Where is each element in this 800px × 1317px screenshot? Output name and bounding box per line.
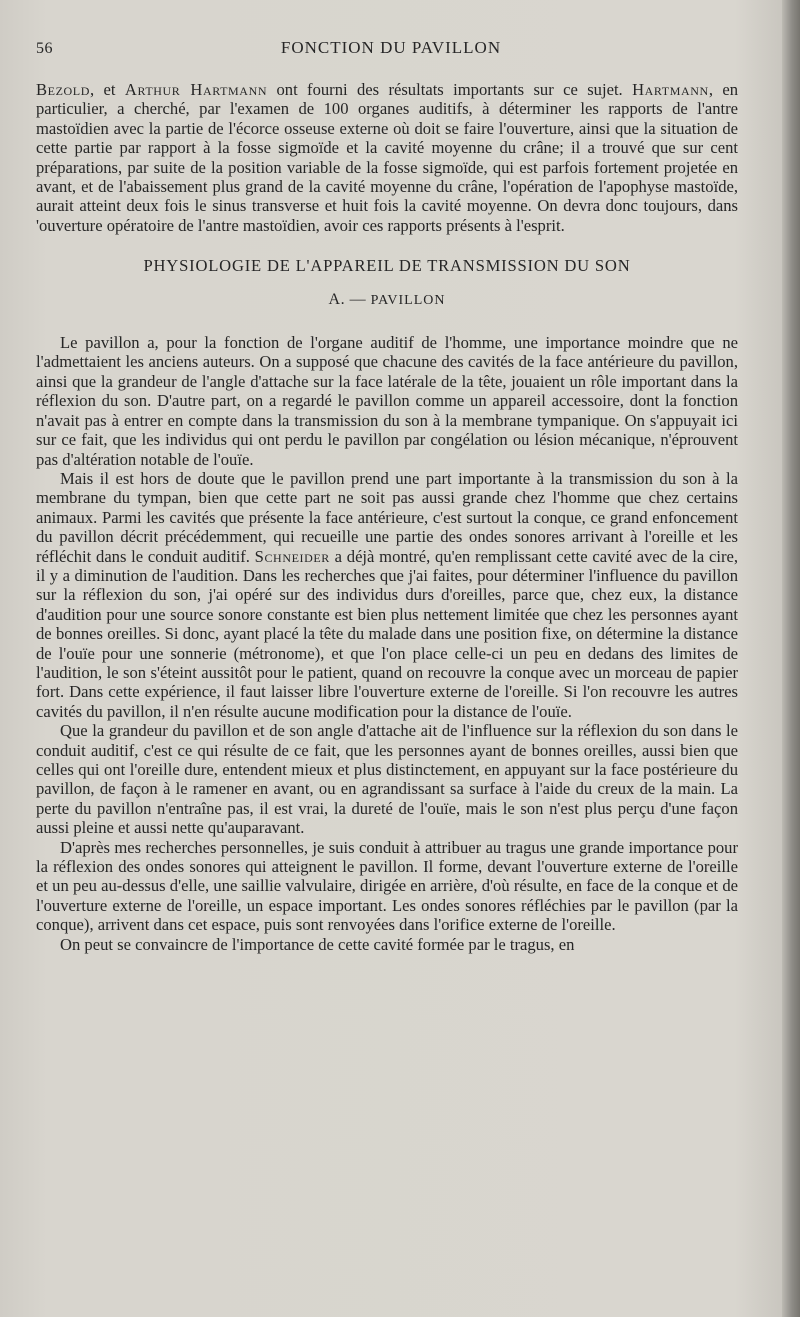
paragraph: On peut se convaincre de l'importance de cette cavité formée par le tragus, en (60, 934, 575, 954)
running-title: FONCTION DU PAVILLON (280, 38, 502, 57)
subsection-name: PAVILLON (370, 292, 446, 308)
body-text (36, 80, 738, 954)
section-title: PHYSIOLOGIE DE L'APPAREIL DE TRANSMISSION DU SON (143, 256, 631, 276)
text-run: , en particulier, a cherché, par l'examen de 100 organes auditifs, à déterminer les rapports de l'antre mastoïdien avec la partie de l'écorce osseuse externe où doit se faire l'ouverture, ainsi que la situation de cette partie par rapport à la fosse sigmoïde et la cavité moyenne du crâne; il a trouvé que sur cent préparations, par suite de la position variable de la fosse sigmoïde, qui est parfois fortement projetée en avant, et de l'abaissement plus grand de la cavité moyenne du crâne, l'opération de l'apophyse mastoïde, aurait atteint deux fois le sinus transverse et huit fois la cavité moyenne. On devra donc toujours, dans 'ouverture opératoire de l'antre mastoïdien, avoir ces rapports présents à l'esprit. (36, 80, 738, 235)
author-name: Arthur Hartmann (124, 80, 268, 99)
page-edge (782, 0, 800, 1317)
author-name: Bezold (36, 80, 90, 99)
text-run: , et (90, 80, 125, 99)
paragraph (36, 469, 738, 721)
paragraph: Le pavillon a, pour la fonction de l'organe auditif de l'homme, une importance moindre que ne l'admettaient les anciens auteurs. On a supposé que chacune des cavités de la face antérieure du pavillon, ainsi que la grandeur de l'angle d'attache sur la face latérale de la tête, jouaient un rôle important dans la réflexion du son. D'autre part, on a regardé le pavillon comme un appareil accessoire, dont la fonction n'avait pas à entrer en compte dans la transmission du son à la membrane tympanique. On s'appuyait ici sur ce fait, que les individus qui ont perdu le pavillon par congélation ou lésion mécanique, n'éprouvent pas d'altération notable de l'ouïe. (36, 333, 738, 469)
paragraph: D'après mes recherches personnelles, je suis conduit à attribuer au tragus une grande importance pour la réflexion des ondes sonores qui atteignent le pavillon. Il forme, devant l'ouverture externe de l'oreille et un peu au-dessus d'elle, une saillie valvulaire, dirigée en arrière, d'où résulte, en face de la conque et de l'ouverture externe de l'oreille, un espace important. Les ondes sonores réfléchies par le pavillon (par la conque), arrivent dans cet espace, puis sont renvoyées dans l'orifice externe de l'oreille. (36, 837, 738, 935)
text-run: a déjà montré, qu'en remplissant cette cavité avec de la cire, il y a diminution de l'audition. Dans les recherches que j'ai faites, pour déterminer l'influence du pavillon sur la réflexion du son, j'ai opéré sur des individus durs d'oreilles, parce que, chez eux, la distance d'audition pour une source sonore constante est bien plus nettement limitée que chez les personnes ayant de bonnes oreilles. Si donc, ayant placé la tête du malade dans une position fixe, on détermine la distance de l'ouïe pour une sonnerie (métronome), et que l'on place celle-ci un peu en dedans des limites de l'audition, le son s'éteint aussitôt pour le patient, quand on recouvre la conque avec un morceau de papier fort. Dans cette expérience, il faut laisser libre l'ouverture externe de l'oreille. Si l'on recouvre les autres cavités du pavillon, il n'en résulte aucune modification pour la distance de l'ouïe. (36, 546, 738, 721)
subsection-title (36, 290, 738, 310)
text-run: Mais il est hors de doute que le pavillon prend une part importante à la transmission du son à la membrane du tympan, bien que cette part ne soit pas aussi grande chez l'homme que chez certains animaux. Parmi les cavités que présente la face antérieure, c'est surtout la conque, ce grand enfoncement du pavillon décrit précédemment, qui recueille une partie des ondes sonores arrivant à l'oreille et les réfléchit dans le conduit auditif. (36, 468, 738, 566)
author-name: Hartmann (632, 80, 709, 99)
intro-paragraph (36, 80, 738, 235)
text-run: ont fourni des résultats importants sur ce sujet. (267, 80, 633, 99)
author-name: Schneider (254, 546, 330, 566)
page-number: 56 (36, 40, 53, 57)
paragraph: Que la grandeur du pavillon et de son angle d'attache ait de l'influence sur la réflexion du son dans le conduit auditif, c'est ce qui résulte de ce fait, que les personnes ayant de bonnes oreilles, aussi bien que celles qui ont l'oreille dure, entendent mieux et plus distinctement, en appuyant sur la face postérieure du pavillon, de façon à le ramener en avant, ou en agrandissant sa surface à l'aide du creux de la main. La perte du pavillon n'entraîne pas, il est vrai, la dureté de l'ouïe, mais le son n'est plus perçu d'une façon aussi pleine et aussi nette qu'auparavant. (36, 721, 738, 838)
subsection-letter: A. — (328, 290, 367, 308)
